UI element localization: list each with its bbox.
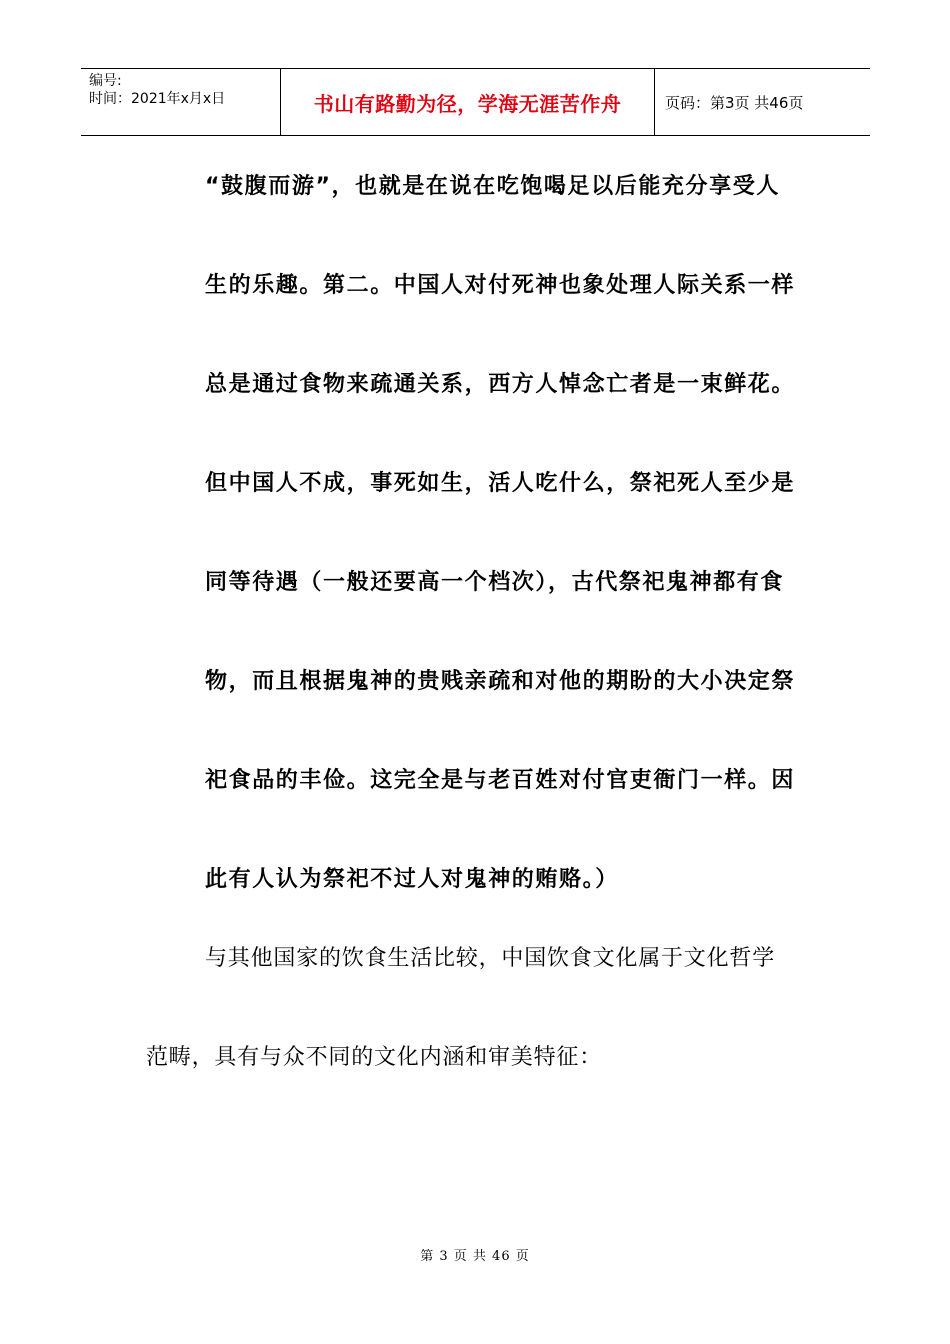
body-line: 此有人认为祭祀不过人对鬼神的贿赂。）: [205, 867, 619, 892]
body-line: 生的乐趣。第二。中国人对付死神也象处理人际关系一样: [205, 273, 796, 298]
header-page-cell: [655, 69, 870, 135]
header-table: [81, 68, 870, 136]
header-motto: 书山有路勤为径，学海无涯苦作舟: [313, 91, 622, 116]
header-page-info: 页码：第3页 共46页: [665, 93, 804, 112]
body-line: 总是通过食物来疏通关系，西方人悼念亡者是一束鲜花。: [205, 372, 796, 397]
body-line: 物，而且根据鬼神的贵贱亲疏和对他的期盼的大小决定祭: [205, 669, 796, 694]
document-time-label: 时间：2021年x月x日: [89, 91, 226, 107]
body-line: 同等待遇（一般还要高一个档次），古代祭祀鬼神都有食: [205, 570, 785, 595]
document-number-label: 编号:: [89, 73, 122, 89]
header-motto-cell: [281, 69, 655, 135]
page-footer: 第 3 页 共 46 页: [420, 1249, 530, 1264]
paragraph-line: 与其他国家的饮食生活比较，中国饮食文化属于文化哲学: [205, 946, 776, 971]
body-line: 祀食品的丰俭。这完全是与老百姓对付官吏衙门一样。因: [205, 768, 796, 793]
paragraph-line: 范畴，具有与众不同的文化内涵和审美特征：: [146, 1045, 603, 1070]
body-line: 但中国人不成，事死如生，活人吃什么，祭祀死人至少是: [205, 471, 796, 496]
header-meta-cell: [81, 69, 281, 135]
body-line: “鼓腹而游”，也就是在说在吃饱喝足以后能充分享受人: [205, 174, 780, 199]
